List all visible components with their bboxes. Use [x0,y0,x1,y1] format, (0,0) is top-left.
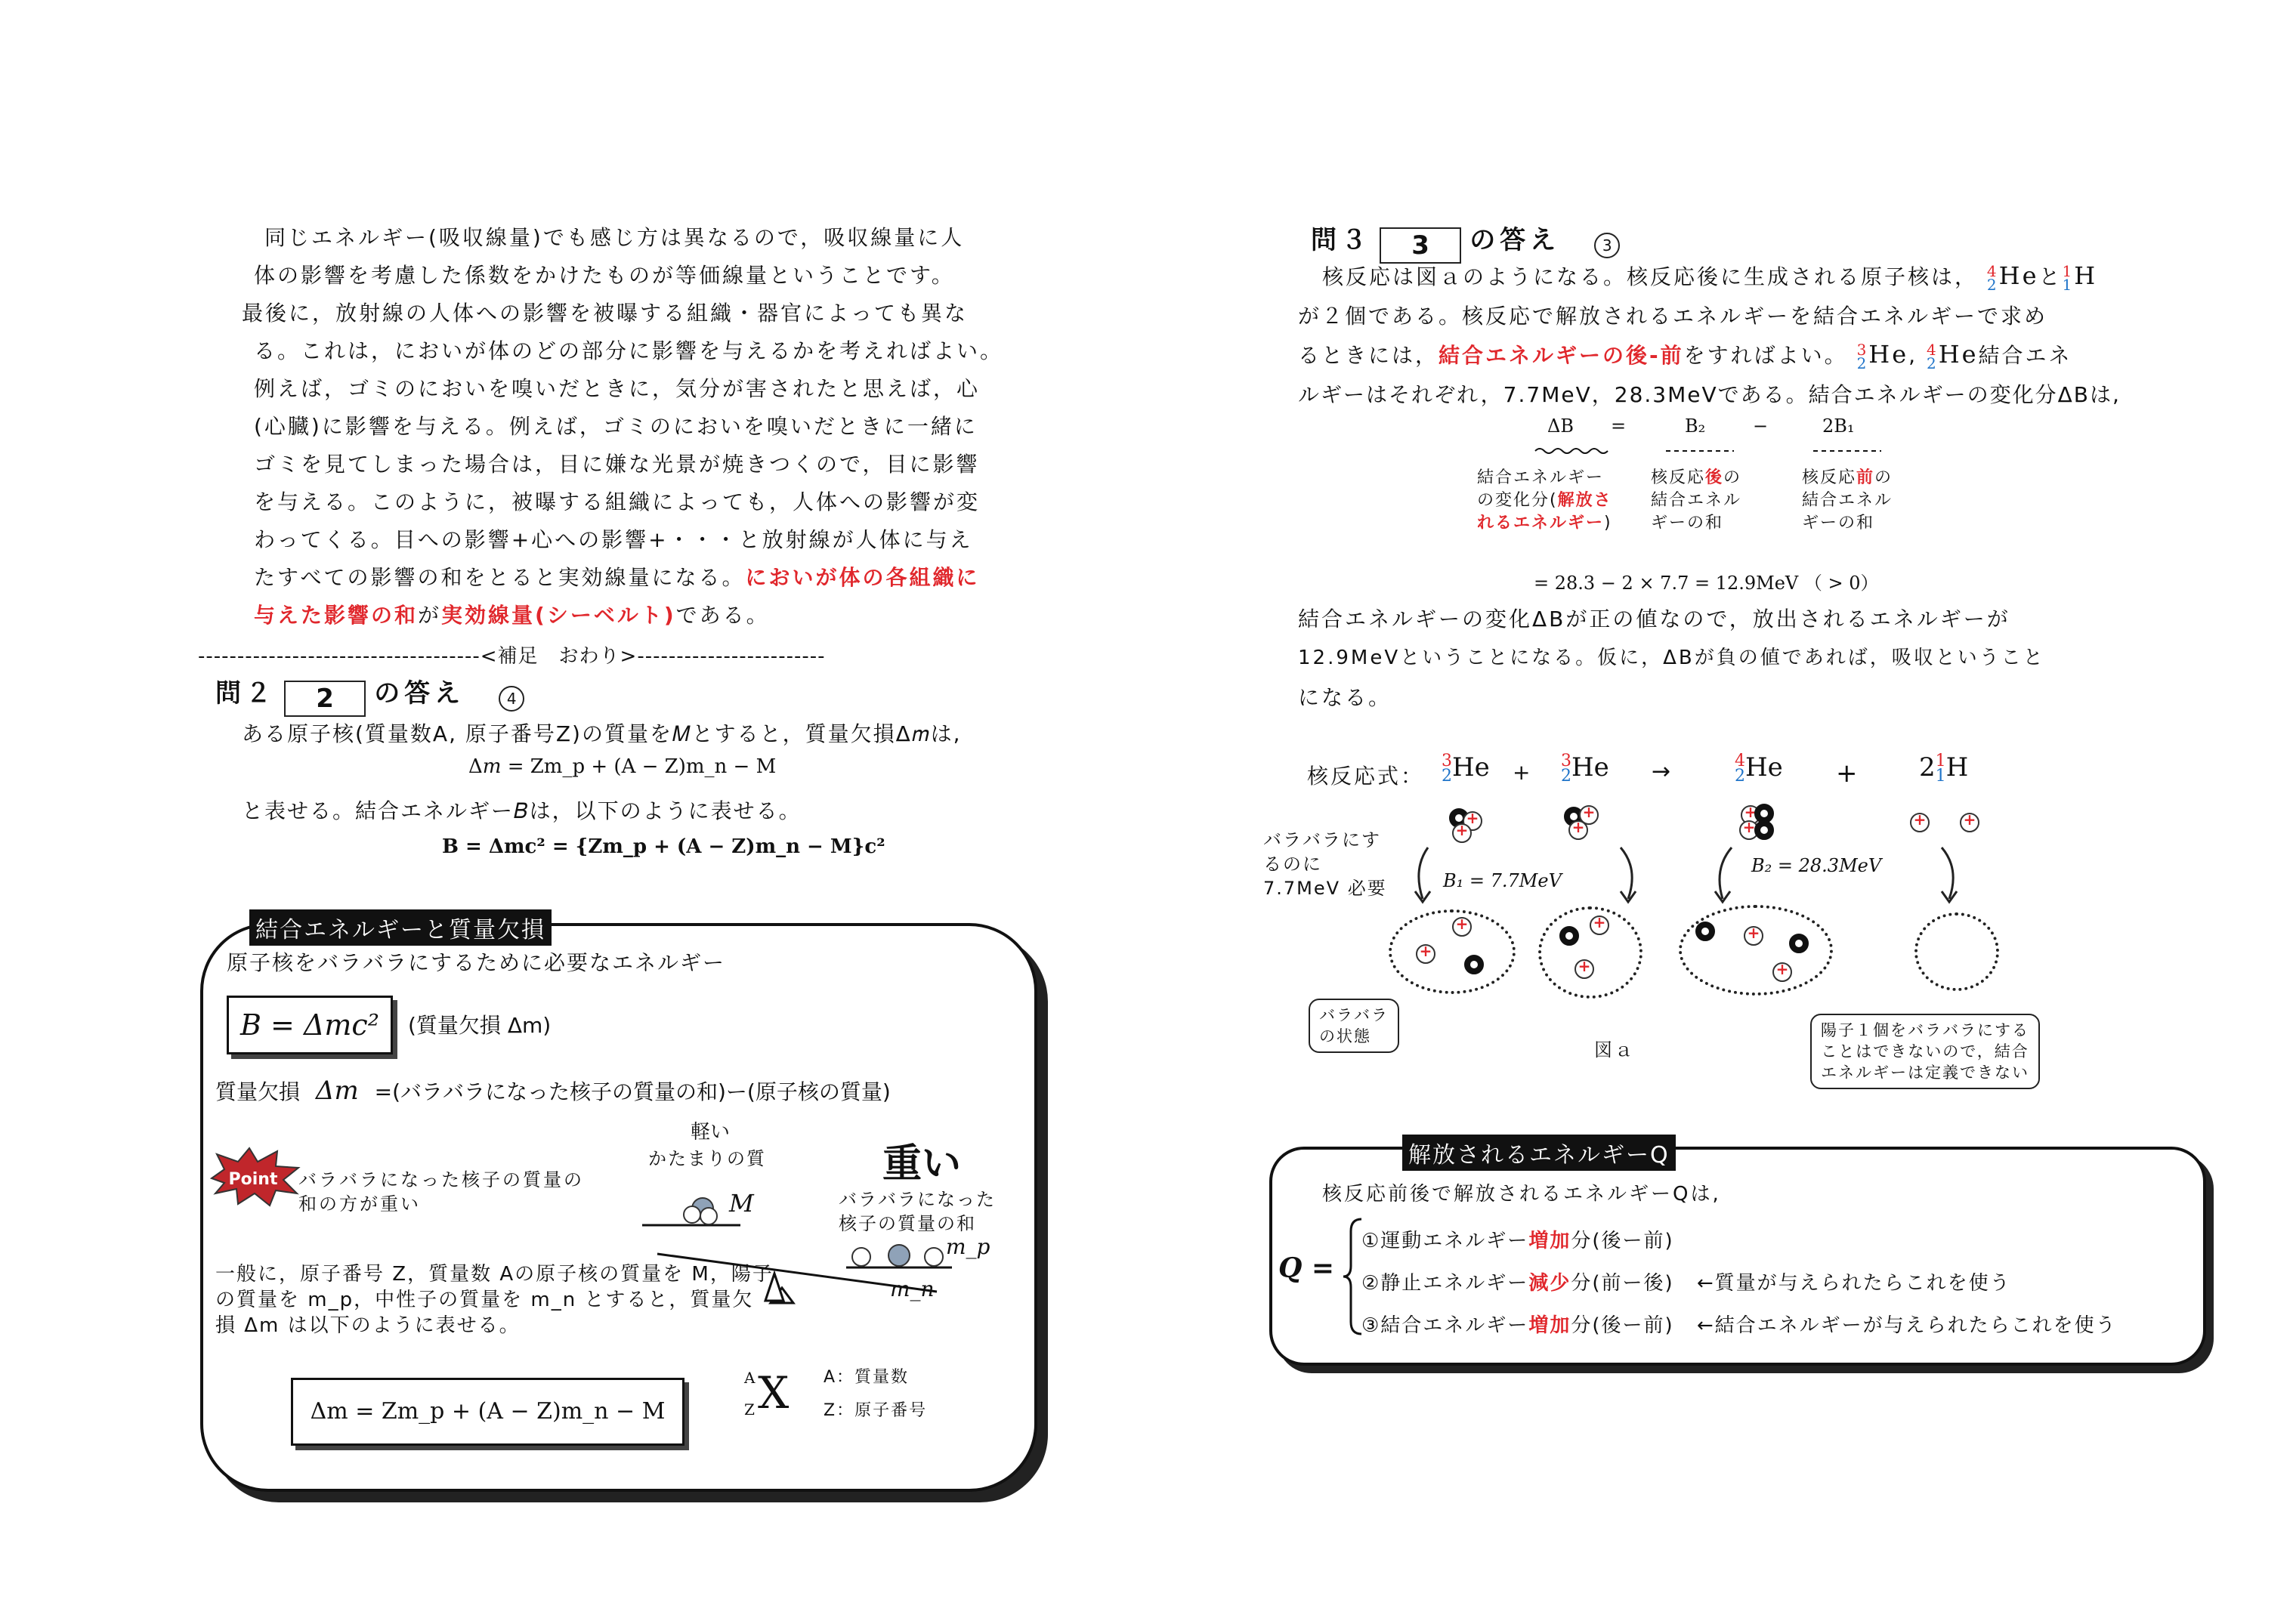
eq-term: ΔB [1547,415,1574,437]
eq-term: − [1753,415,1769,437]
intro-line [242,597,1035,634]
he-symbol: He [1998,261,2039,290]
notation-A: A：質量数 [824,1368,910,1387]
mass-defect-symbol: Δm [315,1076,359,1106]
he-symbol: He [1868,340,1909,369]
proton-icon [1452,823,1472,843]
section-divider: ------------------------------------<補足 おわり>------------------------ [198,645,826,668]
annot-line: ギーの和 [1802,514,1875,533]
symbol-mp: m_p [946,1234,990,1259]
intro-line: る。これは，においが体のどの部分に影響を与えるかを考えればよい。 [254,338,1004,363]
proton-icon [1568,820,1588,840]
annot-line: 結合エネルギー [1477,468,1605,487]
callout-line: ことはできないので，結合 [1821,1042,2029,1061]
light-label: 軽い [690,1121,730,1144]
intro-text: たすべての影響の和をとると実効線量になる。 [254,565,746,590]
intro-line: (心臓)に影響を与える。例えば，ゴミのにおいを嗅いだときに一緒に [254,414,978,439]
annot-line [1651,467,1787,489]
h-symbol: H [1945,752,1969,783]
heavy-sub2: 核子の質量の和 [839,1213,976,1234]
annotation-b2 [1651,467,1787,535]
annot-red: 後 [1705,468,1724,487]
neutron-icon [1754,820,1774,840]
dashed-underline [1813,447,1881,455]
he-symbol: He [1938,340,1979,369]
annot-line: れるエネルギー) [1477,514,1612,533]
annot-line [1477,489,1643,512]
symbol-M: M [729,1189,754,1218]
intro-line: 体の影響を考慮した係数をかけたものが等価線量ということです。 [254,263,955,288]
conclusion-line: になる。 [1298,685,1392,710]
binding-formula-box [227,996,393,1054]
reaction-label: 核反応式： [1307,764,1425,789]
neutron-icon [1559,926,1579,946]
highlight-text: 与えた影響の和 [254,603,419,628]
callout-line: エネルギーは定義できない [1821,1064,2029,1082]
q2-text2: と表せる。結合エネルギー𝐵は，以下のように表せる。 [242,798,802,823]
text-line: バラバラにす [1263,829,1381,851]
q2-text1: ある原子核(質量数A, 原子番号Z)の質量を𝑀とすると，質量欠損Δ𝑚は, [242,721,962,746]
nucleus-he4: 4 2 He [1926,340,1979,372]
wavy-underline [1534,446,1609,456]
panel-subtitle: 原子核をバラバラにするために必要なエネルギー [227,950,726,975]
reaction-arrow: → [1652,758,1671,785]
eq-term: = [1611,415,1627,437]
q-item-text: ②静止エネルギー [1361,1272,1529,1295]
q-item-text: 分(後ー前) [1571,1230,1674,1252]
intro-line [242,559,1035,597]
reaction-he4: 4 2 He [1735,752,1783,786]
separated-state-callout [1309,999,1399,1053]
q2-heading [215,672,524,717]
b1-label: B₁ = 7.7MeV [1443,870,1562,891]
point-text: バラバラになった核子の質量の和の方が重い [298,1169,584,1215]
annot-line [1802,467,1938,489]
q2-suffix: の答え [374,678,465,709]
proton-icon [1590,915,1609,935]
text-line: るのに [1263,854,1322,875]
highlight-text: においが体の各組織に [745,565,980,590]
annotation-2b1 [1802,467,1938,535]
annot-red: れるエネルギー [1477,514,1605,533]
callout-line: バラバラ [1319,1006,1389,1024]
intro-line: ゴミを見てしまった場合は，目に嫌な光景が焼きつくので，目に影響 [254,452,980,477]
conclusion-line: 12.9MeVということになる。仮に，ΔBが負の値であれば，吸収ということ [1298,647,2045,669]
eq-term: B₂ [1685,415,1706,437]
annot-line: ギーの和 [1651,514,1724,533]
q-item-text: 分(後ー前) [1571,1314,1674,1337]
binding-formula-note: (質量欠損 Δm) [408,1013,552,1038]
he-symbol: He [1571,752,1609,783]
intro-text: が [418,603,442,628]
heavy-label: 重い [882,1141,962,1187]
q2-answer-box: 2 [284,681,366,717]
annot-line: 結合エネル [1802,491,1893,510]
q3-line1 [1322,261,2097,292]
b2-label: B₂ = 28.3MeV [1751,855,1882,876]
annot-text: の [1723,468,1742,487]
q3-line3-b: をすればよい。 [1683,343,1848,368]
q-item [1361,1225,1674,1253]
q3-line3-red: 結合エネルギーの後-前 [1439,343,1684,368]
intro-line: を与える。このように，被曝する組織によっても，人体への影響が変 [254,489,981,514]
notation-Z: Z：原子番号 [824,1401,928,1420]
coefficient: 2 [1919,752,1936,783]
reaction-2h: 2 1 1 H [1919,752,1969,786]
mass-defect-formula-box [291,1378,685,1446]
h-symbol: H [2074,261,2098,290]
q3-choice-circle: 3 [1594,233,1620,258]
separated-nucleons-circle [1679,905,1833,996]
text-line: 7.7MeV 必要 [1263,878,1387,899]
nucleus-he3: 3 2 He [1856,340,1909,372]
q-item-red: 増加 [1528,1230,1571,1252]
annot-red: 解放さ [1557,491,1612,510]
proton-icon [1960,813,1979,832]
symbol-mn: m_n [890,1277,935,1301]
point-badge-text: Point [228,1170,278,1189]
reaction-plus: + [1836,758,1858,789]
point-badge-icon [208,1147,302,1207]
notation-symbol [744,1364,797,1425]
mass-defect-definition: =(バラバラになった核子の質量の和)ー(原子核の質量) [374,1079,891,1104]
q3-suffix: の答え [1469,225,1561,255]
reaction-he3-b: 3 2 He [1561,752,1609,786]
intro-line: わってくる。目への影響+心への影響+・・・と放射線が人体に与え [254,527,973,552]
single-proton-circle [1914,912,1999,991]
neutron-icon [1464,955,1484,974]
mass-defect-label: 質量欠損 [215,1079,301,1104]
q-item-text: ③結合エネルギー [1361,1314,1529,1337]
released-energy-intro: 核反応前後で解放されるエネルギーQは, [1322,1183,1721,1206]
and-word: と [2038,264,2063,289]
annot-text: の [1874,468,1893,487]
curved-arrow-icon [1934,846,1964,906]
curved-arrow-icon [1613,846,1643,906]
annot-text: 核反応 [1802,468,1857,487]
intro-line: 最後に，放射線の人体への影響を被曝する組織・器官によっても異な [242,301,969,326]
eq-term: 2B₁ [1822,415,1855,437]
q-item-note: ←結合エネルギーが与えられたらこれを使う [1696,1314,2117,1337]
q3-line1-text: 核反応は図ａのようになる。核反応後に生成される原子核は， [1322,264,1979,289]
q3-line2: が２個である。核反応で解放されるエネルギーを結合エネルギーで求め [1298,304,2048,329]
curved-arrow-icon [1409,846,1439,906]
intro-paragraph [242,219,1035,634]
mass-defect-formula: Δm = Zm_p + (A − Z)m_n − M [310,1398,666,1425]
proton-icon [1910,813,1930,832]
nucleus-h1: 1 1 H [2062,261,2098,294]
callout-line: 陽子１個をバラバラにする [1821,1021,2029,1039]
nucleus-he4: 4 2 He [1986,261,2039,294]
proton-note-callout [1810,1014,2040,1089]
deltab-eq [1541,415,1919,446]
proton-icon [1416,944,1435,964]
he-symbol: He [1452,752,1490,783]
q-symbol: Q = [1278,1252,1335,1284]
proton-icon [1772,962,1792,982]
curved-arrow-icon [1709,846,1739,906]
q3-answer-box: 3 [1380,227,1461,264]
eq-result: = 28.3 − 2 × 7.7 = 12.9MeV （ > 0） [1534,573,1879,594]
q-item-text: ①運動エネルギー [1361,1230,1529,1252]
intro-line: 同じエネルギー(吸収線量)でも感じ方は異なるので，吸収線量に人 [264,225,965,250]
separate-energy-text [1263,828,1387,900]
q3-line3: るときには，結合エネルギーの後-前をすればよい。 3 2 He, 4 2 He結合エネ [1298,340,2072,372]
general-text: 一般に，原子番号 Z，質量数 Aの原子核の質量を M，陽子の質量を m_p，中性子の質量を m_n とすると，質量欠損 Δm は以下のように表せる。 [215,1263,774,1337]
released-energy-title: 解放されるエネルギーQ [1402,1135,1676,1171]
highlight-text: 実効線量(シーベルト) [441,603,676,628]
light-sub: かたまりの質 [648,1148,766,1169]
notation-A-sup: A [744,1369,756,1387]
annot-text: 核反応 [1651,468,1706,487]
q2-formula2-text: B = Δmc² = {Zm_p + (A − Z)m_n − M}c² [442,835,885,858]
binding-formula: B = Δmc² [240,1008,379,1042]
q-item-red: 増加 [1528,1314,1571,1337]
proton-icon [1744,926,1763,946]
intro-line: 例えば，ゴミのにおいを嗅いだときに，気分が害されたと思えば，心 [254,376,981,401]
q2-label: 問２ [215,678,276,709]
notation-Z-sub: Z [744,1400,755,1419]
q3-heading [1311,219,1620,264]
q2-choice-circle: 4 [499,686,524,712]
neutron-icon [1695,922,1715,941]
q2-formula1-text: Δ𝑚 = Zm_p + (A − Z)m_n − M [468,755,777,778]
reaction-plus: + [1513,760,1531,785]
q3-line4: ルギーはそれぞれ，7.7MeV，28.3MeVである。結合エネルギーの変化分ΔBは, [1298,382,2121,407]
annot-text: の変化分( [1477,491,1558,510]
heavy-sub1: バラバラになった [839,1189,996,1210]
proton-icon [1575,959,1594,979]
q3-line3-c: 結合エネ [1978,343,2072,368]
annot-red: 前 [1856,468,1875,487]
q-item-note: ←質量が与えられたらこれを使う [1696,1272,2011,1295]
separated-nucleons-circle [1389,909,1516,994]
he-symbol: He [1745,752,1783,783]
q3-label: 問３ [1311,225,1371,255]
annot-line: 結合エネル [1651,491,1742,510]
callout-line: の状態 [1319,1027,1371,1045]
annotation-deltab [1477,467,1643,535]
q2-formula1 [468,755,776,778]
dashed-underline [1666,447,1734,455]
panel-title: 結合エネルギーと質量欠損 [249,909,552,946]
reaction-he3-a: 3 2 He [1442,752,1490,786]
intro-text: である。 [675,603,770,628]
neutron-icon [1789,934,1809,953]
q-item-text: 分(前ー後) [1571,1272,1674,1295]
q-item-red: 減少 [1528,1272,1571,1295]
q-item [1361,1267,2011,1295]
conclusion-line: 結合エネルギーの変化ΔBが正の値なので，放出されるエネルギーが [1298,607,2010,631]
mass-defect-line [215,1076,891,1106]
figure-label: 図ａ [1594,1039,1635,1061]
notation-X: X [758,1367,790,1419]
q-item [1361,1310,2117,1338]
q3-line3-a: るときには， [1298,343,1439,368]
proton-icon [1452,917,1472,937]
q2-formula2 [442,835,885,858]
